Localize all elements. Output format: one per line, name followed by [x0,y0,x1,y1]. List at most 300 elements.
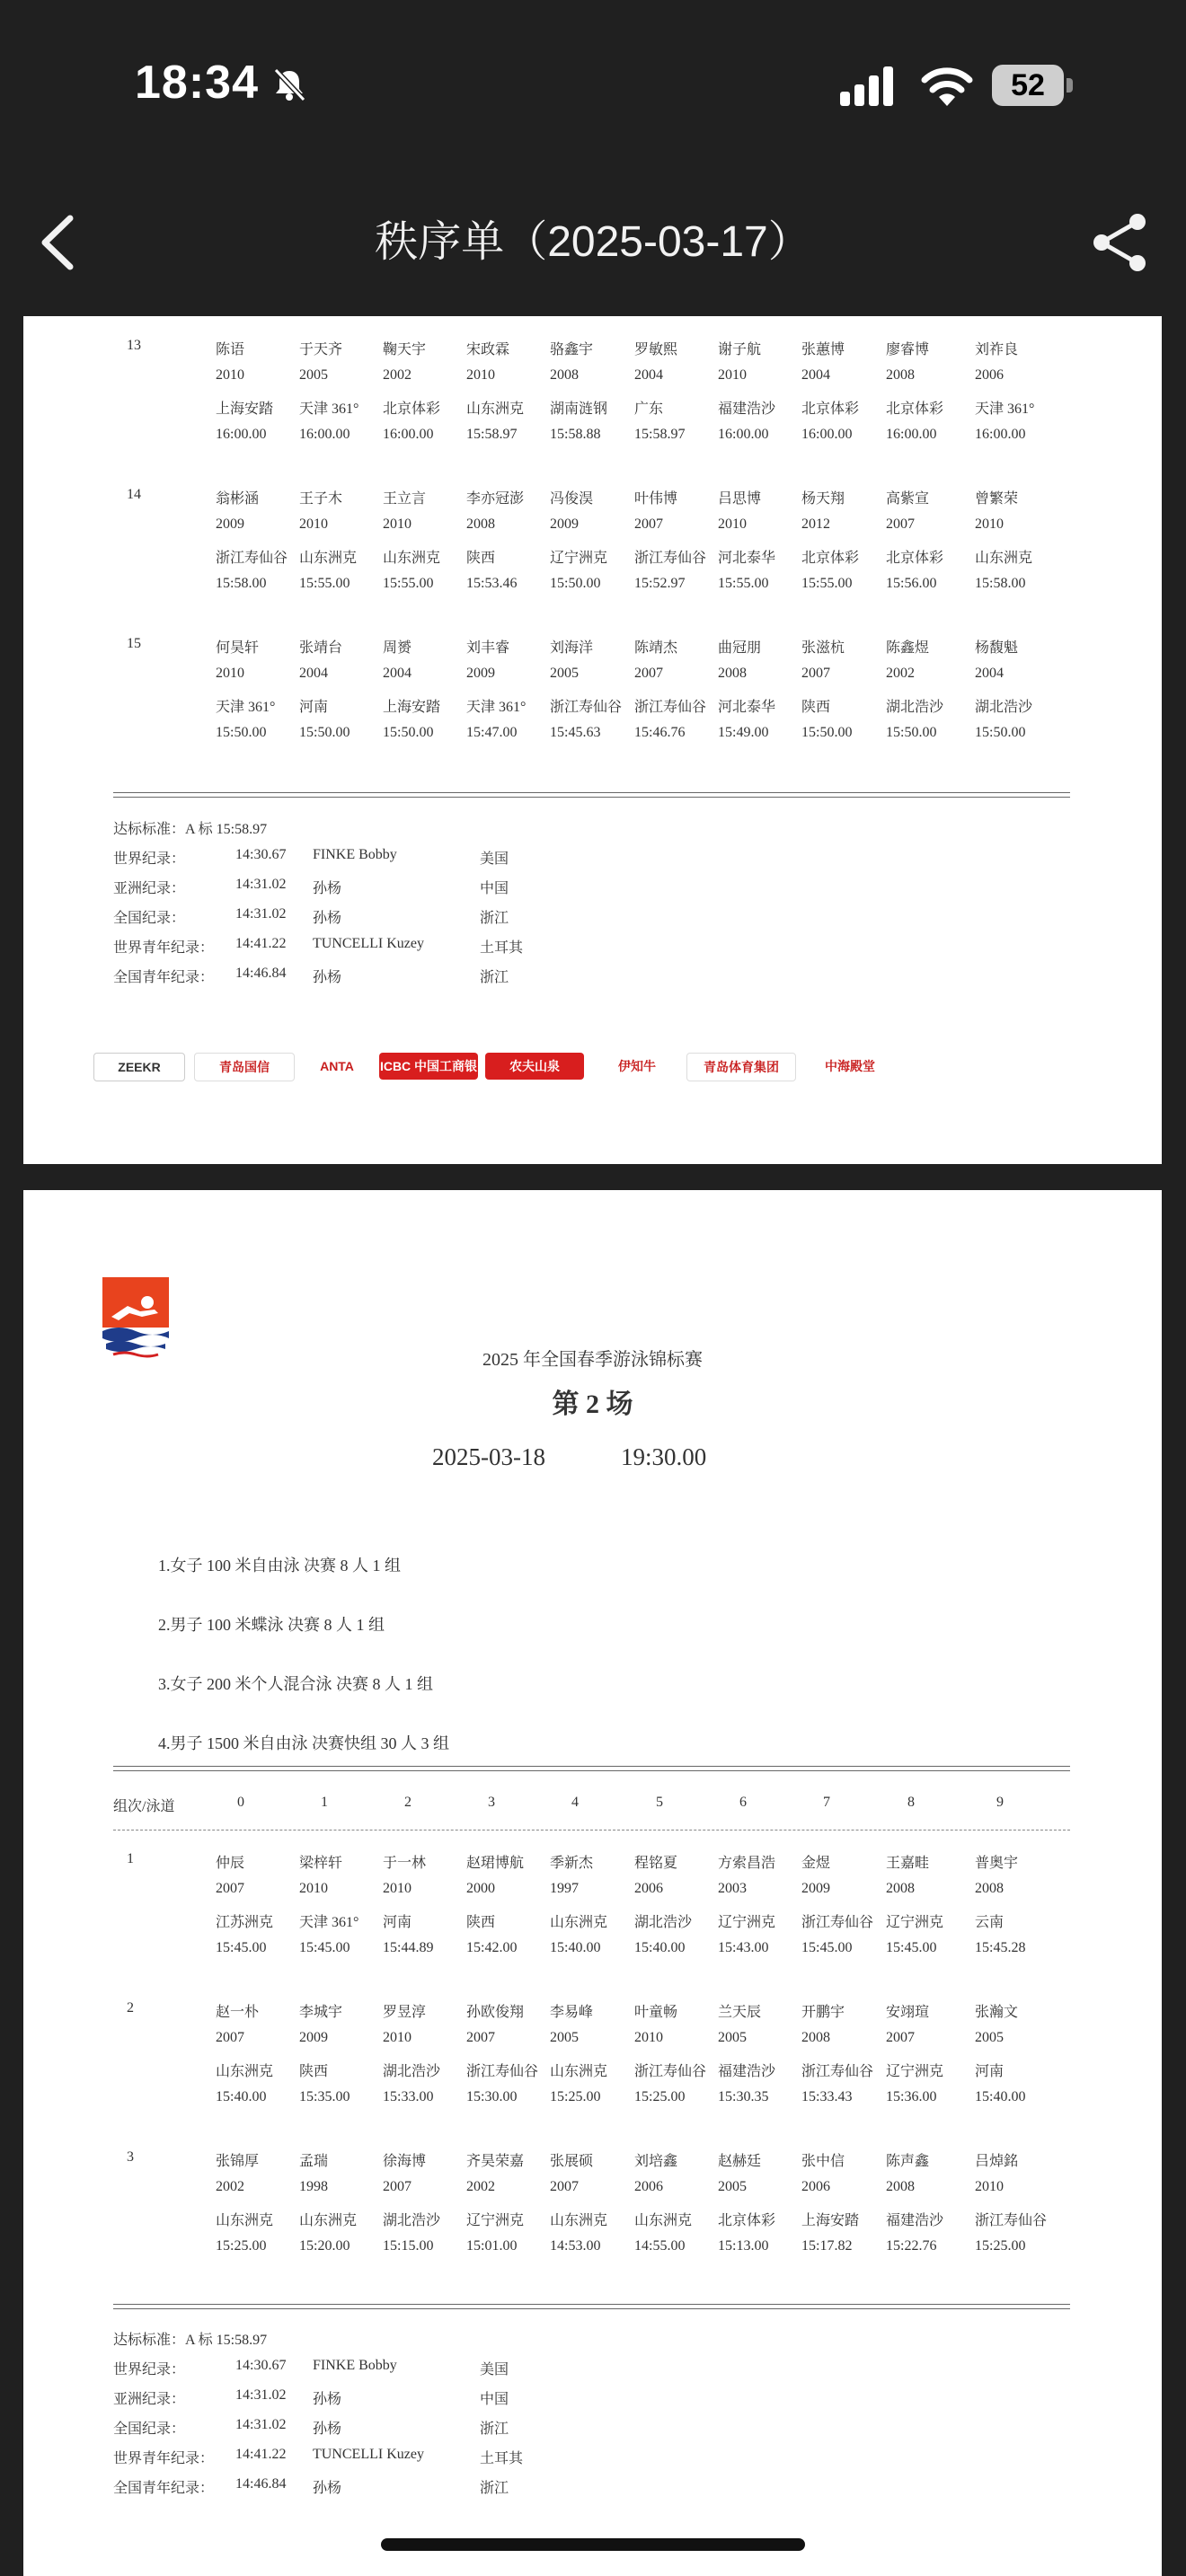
lane-name: 王子木 [299,491,343,507]
record-time: 14:31.02 [235,2387,287,2403]
lane-team: 山东洲克 [216,2213,274,2228]
lane-year: 2010 [216,367,244,383]
lane-team: 陕西 [466,1915,496,1930]
lane-year: 2010 [216,666,244,681]
lane-name: 张展硕 [550,2154,594,2169]
lane-year: 2002 [383,367,412,383]
lane-name: 曲冠朋 [718,640,762,656]
sponsor-logo: 农夫山泉 [485,1053,584,1080]
lane-team: 湖北浩沙 [975,700,1033,715]
lane-team: 山东洲克 [550,2064,608,2079]
lane-name: 普奥宇 [975,1856,1019,1871]
lane-year: 2008 [466,516,495,532]
lane-time: 15:58.88 [550,427,601,442]
lane-name: 赵珺博航 [466,1856,525,1871]
lane-year: 2006 [634,2179,663,2194]
lane-year: 2002 [466,2179,495,2194]
lane-name: 谢子航 [718,342,762,357]
lane-name: 何昊轩 [216,640,260,656]
lane-time: 15:25.00 [216,2238,267,2254]
lane-year: 2012 [801,516,830,532]
lane-header: 2 [404,1795,412,1810]
heat-number: 2 [127,2000,134,2016]
lane-time: 15:45.00 [299,1940,350,1955]
lane-year: 2005 [975,2030,1004,2045]
lane-name: 吕思博 [718,491,762,507]
lane-header: 6 [739,1795,747,1810]
lane-team: 山东洲克 [299,2213,358,2228]
event-item: 2.男子 100 米蝶泳 决赛 8 人 1 组 [158,1616,385,1634]
lane-time: 15:17.82 [801,2238,853,2254]
lane-year: 2007 [886,2030,915,2045]
lane-team: 山东洲克 [216,2064,274,2079]
session-start-time: 19:30.00 [621,1443,707,1470]
record-label: 全国青年纪录： [113,970,215,985]
page-title: 秩序单（2025-03-17） [375,218,811,266]
lane-team: 浙江寿仙谷 [634,2064,707,2079]
lane-time: 15:22.76 [886,2238,937,2254]
lane-team: 辽宁洲克 [718,1915,776,1930]
lane-time: 15:46.76 [634,725,686,740]
battery-icon [992,65,1075,106]
lane-time: 15:45.00 [801,1940,853,1955]
sponsor-logo: 青岛体育集团 [686,1053,796,1081]
record-place: 浙江 [480,911,509,926]
status-bar [0,0,1186,171]
lane-name: 叶童畅 [634,2005,678,2020]
lane-time: 15:50.00 [886,725,937,740]
lane-team: 北京体彩 [801,401,860,417]
lane-time: 15:58.97 [466,427,518,442]
lane-time: 15:40.00 [975,2089,1026,2104]
lane-team: 北京体彩 [801,551,860,566]
lane-year: 2008 [886,367,915,383]
lane-year: 2009 [550,516,579,532]
lane-name: 罗敏熙 [634,342,678,357]
lane-year: 2005 [550,2030,579,2045]
sponsor-logo: 中海殿堂 [805,1053,895,1080]
lane-time: 15:44.89 [383,1940,434,1955]
lane-year: 2010 [383,1881,412,1896]
lane-time: 15:50.00 [383,725,434,740]
lane-team: 福建浩沙 [886,2213,944,2228]
lane-team: 上海安踏 [216,401,274,417]
lane-time: 15:49.00 [718,725,769,740]
lane-year: 2004 [299,666,328,681]
lane-team: 河南 [383,1915,412,1930]
lane-team: 湖南涟钢 [550,401,608,417]
lane-name: 赵赫廷 [718,2154,762,2169]
lane-time: 15:58.00 [216,576,267,591]
lane-year: 2010 [299,516,328,532]
lane-name: 陈语 [216,342,245,357]
lane-time: 15:58.97 [634,427,686,442]
record-label: 全国纪录： [113,2422,186,2437]
status-time: 18:34 [135,57,259,109]
lane-name: 梁梓轩 [299,1856,343,1871]
heat-number: 13 [127,338,141,353]
lane-name: 冯俊淏 [550,491,594,507]
record-time: 14:46.84 [235,966,287,981]
document-page-2[interactable] [23,1190,1162,2576]
lane-team: 河北泰华 [718,700,776,715]
sponsor-logo: 伊知牛 [597,1053,677,1080]
share-icon[interactable] [1089,211,1152,274]
record-place: 美国 [480,2362,509,2378]
lane-year: 2003 [718,1881,747,1896]
lane-name: 方索昌浩 [718,1856,776,1871]
lane-year: 2010 [383,2030,412,2045]
home-indicator[interactable] [381,2538,805,2551]
lane-time: 15:40.00 [634,1940,686,1955]
lane-team: 河南 [975,2064,1005,2079]
lane-year: 2007 [466,2030,495,2045]
lane-year: 2009 [466,666,495,681]
lane-time: 15:42.00 [466,1940,518,1955]
record-holder: 孙杨 [313,911,342,926]
lane-time: 15:40.00 [550,1940,601,1955]
event-item: 4.男子 1500 米自由泳 决赛快组 30 人 3 组 [158,1734,449,1752]
lane-time: 15:45.00 [886,1940,937,1955]
lane-name: 刘祚良 [975,342,1019,357]
double-divider [113,792,1070,798]
lane-header: 8 [907,1795,915,1810]
lane-name: 周赟 [383,640,412,656]
lane-year: 2009 [216,516,244,532]
lane-team: 广东 [634,401,664,417]
lane-time: 15:35.00 [299,2089,350,2104]
lane-time: 15:30.00 [466,2089,518,2104]
lane-time: 14:55.00 [634,2238,686,2254]
lane-header: 9 [996,1795,1004,1810]
lane-year: 2010 [718,367,747,383]
nav-bar [0,193,1186,292]
lane-name: 李易峰 [550,2005,594,2020]
lane-name: 王嘉畦 [886,1856,930,1871]
lane-year: 2008 [801,2030,830,2045]
heat-number: 1 [127,1851,134,1866]
lane-time: 16:00.00 [886,427,937,442]
lane-year: 2009 [801,1881,830,1896]
bell-slash-icon [271,66,307,102]
lane-time: 15:50.00 [801,725,853,740]
lane-header: 4 [571,1795,579,1810]
lane-name: 季新杰 [550,1856,594,1871]
lane-team: 福建浩沙 [718,2064,776,2079]
lane-year: 2004 [634,367,663,383]
session-title: 第 2 场 [552,1389,633,1419]
lane-name: 金煜 [801,1856,831,1871]
record-holder: 孙杨 [313,881,342,896]
lane-team: 浙江寿仙谷 [801,2064,874,2079]
lane-name: 张瀚文 [975,2005,1019,2020]
lane-year: 2010 [975,516,1004,532]
lane-time: 15:55.00 [718,576,769,591]
wifi-icon [921,65,973,106]
lane-name: 曾繁荣 [975,491,1019,507]
lane-header: 3 [488,1795,495,1810]
header-label: 组次/泳道 [113,1799,175,1814]
sponsor-logo: ZEEKR [93,1053,185,1081]
record-label: 世界纪录： [113,851,186,867]
lane-team: 湖北浩沙 [383,2213,441,2228]
lane-team: 天津 361° [975,401,1035,417]
lane-name: 翁彬涵 [216,491,260,507]
lane-name: 齐昊荣嘉 [466,2154,525,2169]
event-title: 2025 年全国春季游泳锦标赛 [482,1350,703,1370]
record-label: 世界青年纪录： [113,2451,215,2466]
lane-name: 孙欧俊翔 [466,2005,525,2020]
lane-name: 刘丰睿 [466,640,510,656]
lane-year: 2008 [886,2179,915,2194]
lane-year: 2005 [299,367,328,383]
lane-time: 15:15.00 [383,2238,434,2254]
lane-year: 2008 [886,1881,915,1896]
lane-name: 兰天辰 [718,2005,762,2020]
lane-year: 2010 [975,2179,1004,2194]
record-holder: FINKE Bobby [313,847,397,862]
lane-header: 1 [321,1795,328,1810]
lane-year: 2002 [886,666,915,681]
record-place: 土耳其 [480,940,524,956]
lane-name: 杨天翔 [801,491,845,507]
lane-name: 赵一朴 [216,2005,260,2020]
lane-team: 浙江寿仙谷 [801,1915,874,1930]
battery-level: 52 [992,65,1064,106]
lane-year: 2008 [718,666,747,681]
sponsor-logo: ICBC 中国工商银行 [379,1053,478,1080]
lane-time: 15:20.00 [299,2238,350,2254]
record-time: 14:41.22 [235,2447,287,2462]
lane-year: 2007 [634,516,663,532]
record-place: 浙江 [480,2481,509,2496]
lane-year: 2004 [975,666,1004,681]
sponsor-logos [93,1053,929,1100]
record-holder: TUNCELLI Kuzey [313,2447,424,2462]
lane-team: 陕西 [299,2064,329,2079]
record-label: 全国纪录： [113,911,186,926]
record-time: 14:30.67 [235,847,287,862]
lane-name: 李亦冠澎 [466,491,525,507]
lane-team: 山东洲克 [299,551,358,566]
record-place: 土耳其 [480,2451,524,2466]
event-item: 1.女子 100 米自由泳 决赛 8 人 1 组 [158,1557,401,1575]
lane-name: 于一林 [383,1856,427,1871]
lane-time: 16:00.00 [801,427,853,442]
lane-time: 15:25.00 [550,2089,601,2104]
lane-team: 辽宁洲克 [466,2213,525,2228]
record-label: 世界纪录： [113,2362,186,2378]
lane-time: 15:01.00 [466,2238,518,2254]
lane-name: 张靖台 [299,640,343,656]
lane-name: 程铭夏 [634,1856,678,1871]
lane-name: 仲辰 [216,1856,245,1871]
lane-time: 16:00.00 [975,427,1026,442]
lane-year: 2010 [718,516,747,532]
lane-name: 开鹏宇 [801,2005,845,2020]
lane-team: 上海安踏 [801,2213,860,2228]
lane-team: 河北泰华 [718,551,776,566]
lane-time: 15:47.00 [466,725,518,740]
lane-year: 2004 [801,367,830,383]
record-holder: 孙杨 [313,970,342,985]
lane-name: 张滋杭 [801,640,845,656]
lane-time: 15:30.35 [718,2089,769,2104]
lane-year: 2010 [299,1881,328,1896]
record-holder: FINKE Bobby [313,2358,397,2373]
lane-name: 陈声鑫 [886,2154,930,2169]
heat-number: 14 [127,487,141,502]
lane-team: 湖北浩沙 [886,700,944,715]
lane-name: 孟瑞 [299,2154,329,2169]
lane-team: 天津 361° [216,700,276,715]
lane-time: 15:58.00 [975,576,1026,591]
lane-team: 辽宁洲克 [886,1915,944,1930]
lane-name: 张蕙博 [801,342,845,357]
lane-year: 2005 [718,2030,747,2045]
record-time: 14:46.84 [235,2476,287,2492]
record-place: 美国 [480,851,509,867]
lane-name: 刘海洋 [550,640,594,656]
lane-time: 15:50.00 [299,725,350,740]
lane-name: 廖睿博 [886,342,930,357]
lane-year: 2007 [801,666,830,681]
lane-team: 辽宁洲克 [550,551,608,566]
signal-bars-icon [840,66,894,106]
lane-name: 骆鑫宇 [550,342,594,357]
lane-team: 陕西 [801,700,831,715]
lane-name: 陈鑫煜 [886,640,930,656]
standard-text: 达标标准：A 标 15:58.97 [113,822,268,837]
record-holder: 孙杨 [313,2481,342,2496]
lane-time: 15:50.00 [216,725,267,740]
lane-year: 2007 [634,666,663,681]
lane-team: 山东洲克 [383,551,441,566]
lane-time: 15:33.43 [801,2089,853,2104]
lane-time: 15:25.00 [975,2238,1026,2254]
lane-team: 云南 [975,1915,1005,1930]
session-date: 2025-03-18 [432,1443,545,1470]
record-holder: 孙杨 [313,2392,342,2407]
record-label: 世界青年纪录： [113,940,215,956]
lane-team: 北京体彩 [886,551,944,566]
lane-year: 2005 [718,2179,747,2194]
lane-time: 16:00.00 [216,427,267,442]
record-time: 14:41.22 [235,936,287,951]
record-time: 14:31.02 [235,906,287,922]
standard-text: 达标标准：A 标 15:58.97 [113,2333,268,2348]
lane-name: 宋政霖 [466,342,510,357]
lane-name: 李城宇 [299,2005,343,2020]
lane-time: 15:33.00 [383,2089,434,2104]
lane-time: 16:00.00 [718,427,769,442]
lane-time: 15:55.00 [299,576,350,591]
lane-team: 河南 [299,700,329,715]
lane-time: 14:53.00 [550,2238,601,2254]
lane-time: 15:13.00 [718,2238,769,2254]
lane-name: 于天齐 [299,342,343,357]
heat-number: 3 [127,2149,134,2165]
lane-name: 张锦厚 [216,2154,260,2169]
lane-year: 2009 [299,2030,328,2045]
lane-name: 徐海博 [383,2154,427,2169]
lane-team: 湖北浩沙 [383,2064,441,2079]
record-time: 14:31.02 [235,877,287,892]
lane-year: 2007 [216,2030,244,2045]
sponsor-logo: 青岛国信 [194,1053,295,1081]
lane-year: 2010 [383,516,412,532]
lane-team: 浙江寿仙谷 [975,2213,1048,2228]
lane-time: 15:45.63 [550,725,601,740]
lane-year: 2002 [216,2179,244,2194]
lane-team: 江苏洲克 [216,1915,274,1930]
lane-team: 浙江寿仙谷 [216,551,288,566]
lane-year: 2007 [216,1881,244,1896]
lane-year: 2007 [383,2179,412,2194]
lane-time: 15:55.00 [801,576,853,591]
lane-team: 天津 361° [299,401,359,417]
lane-year: 2007 [550,2179,579,2194]
lane-year: 1997 [550,1881,579,1896]
lane-time: 15:53.46 [466,576,518,591]
record-place: 浙江 [480,970,509,985]
lane-team: 山东洲克 [466,401,525,417]
lane-team: 天津 361° [299,1915,359,1930]
lane-year: 2006 [801,2179,830,2194]
record-holder: TUNCELLI Kuzey [313,936,424,951]
lane-team: 山东洲克 [975,551,1033,566]
lane-time: 15:45.28 [975,1940,1026,1955]
lane-year: 2005 [550,666,579,681]
record-time: 14:30.67 [235,2358,287,2373]
lane-name: 高紫宣 [886,491,930,507]
record-holder: 孙杨 [313,2422,342,2437]
lane-team: 北京体彩 [718,2213,776,2228]
lane-year: 2008 [550,367,579,383]
lane-time: 15:25.00 [634,2089,686,2104]
lane-time: 16:00.00 [299,427,350,442]
lane-time: 15:36.00 [886,2089,937,2104]
lane-header: 7 [823,1795,830,1810]
record-label: 全国青年纪录： [113,2481,215,2496]
lane-time: 15:52.97 [634,576,686,591]
lane-time: 15:40.00 [216,2089,267,2104]
double-divider [113,1766,1070,1771]
lane-name: 安翊瑄 [886,2005,930,2020]
lane-year: 2010 [634,2030,663,2045]
lane-name: 张中信 [801,2154,845,2169]
lane-team: 山东洲克 [550,1915,608,1930]
lane-name: 吕焯銘 [975,2154,1019,2169]
lane-time: 15:50.00 [975,725,1026,740]
lane-header: 0 [237,1795,244,1810]
lane-team: 北京体彩 [383,401,441,417]
lane-time: 15:45.00 [216,1940,267,1955]
lane-team: 浙江寿仙谷 [466,2064,539,2079]
lane-team: 天津 361° [466,700,527,715]
lane-year: 2006 [975,367,1004,383]
lane-time: 15:55.00 [383,576,434,591]
lane-name: 杨馥魁 [975,640,1019,656]
heat-number: 15 [127,636,141,651]
record-place: 浙江 [480,2422,509,2437]
lane-team: 辽宁洲克 [886,2064,944,2079]
document-page-1[interactable] [23,316,1162,1164]
lane-name: 叶伟博 [634,491,678,507]
lane-time: 16:00.00 [383,427,434,442]
lane-team: 上海安踏 [383,700,441,715]
sponsor-logo: ANTA [305,1053,368,1080]
